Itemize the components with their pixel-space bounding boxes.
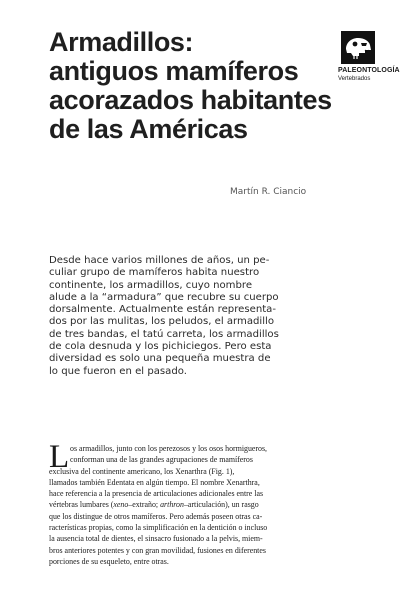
section-badge xyxy=(338,31,400,83)
body-line: llamados también Edentata en algún tiempo. El nombre Xenarthra, xyxy=(49,477,260,487)
body-line: os armadillos, junto con los perezosos y los osos hormigueros, xyxy=(70,444,268,453)
section-label: PALEONTOLOGÍA xyxy=(338,67,400,74)
abstract-line: lo que fueron en el pasado. xyxy=(49,365,187,377)
italic-term-arthron: arthron xyxy=(160,500,184,510)
article-title xyxy=(49,28,339,144)
abstract-line: Desde hace varios millones de años, un pe- xyxy=(49,255,270,266)
body-line: porciones de su esqueleto, entre otras. xyxy=(49,556,169,566)
dinosaur-skull-icon xyxy=(341,31,375,64)
body-line: la ausencia total de dientes, el sinsacro fusionado a la pelvis, miem- xyxy=(49,534,263,544)
body-line: racterísticas propias, como la simplificación en la dentición o incluso xyxy=(49,523,268,533)
abstract-line: dos por las mulitas, los peludos, el armadillo xyxy=(49,316,275,328)
body-line-with-italics xyxy=(49,499,333,510)
author-name: Martín R. Ciancio xyxy=(230,187,307,197)
section-sublabel: Vertebrados xyxy=(338,76,371,82)
abstract-line: de cola desnuda y los pichiciegos. Pero esta xyxy=(49,341,272,353)
body-line: que los distingue de otros mamíferos. Pero además poseen otras ca- xyxy=(49,511,263,521)
body-line: bros anteriores potentes y con gran movilidad, fusiones en diferentes xyxy=(49,545,266,555)
body-paragraph xyxy=(49,439,333,567)
title-line: Armadillos: xyxy=(49,27,194,57)
abstract-line: continente, los armadillos, cuyo nombre xyxy=(49,279,253,291)
abstract-line: de tres bandas, el tatú carreta, los armadillos xyxy=(49,328,279,340)
body-fragment: –extraño; xyxy=(128,500,161,510)
title-line: de las Américas xyxy=(49,114,248,144)
italic-term-xeno: xeno xyxy=(113,500,129,510)
body-fragment: vértebras lumbares ( xyxy=(49,500,114,510)
abstract-line: diversidad es solo una pequeña muestra de xyxy=(49,353,271,365)
abstract-line: alude a la “armadura” que recubre su cuerpo xyxy=(49,291,279,303)
title-line: antiguos mamíferos xyxy=(49,56,299,86)
abstract xyxy=(49,255,319,378)
body-line: conforman una de las grandes agrupaciones de mamíferos xyxy=(70,455,253,465)
body-line: exclusiva del continente americano, los Xenarthra (Fig. 1), xyxy=(49,466,235,476)
abstract-line: dorsalmente. Actualmente están representa- xyxy=(49,304,276,316)
title-line: acorazados habitantes xyxy=(49,85,332,115)
abstract-line: culiar grupo de mamíferos habita nuestro xyxy=(49,267,260,279)
drop-cap: L xyxy=(49,439,70,475)
body-line: hace referencia a la presencia de articulaciones adicionales entre las xyxy=(49,489,264,499)
body-fragment: –articulación), un rasgo xyxy=(183,500,259,510)
